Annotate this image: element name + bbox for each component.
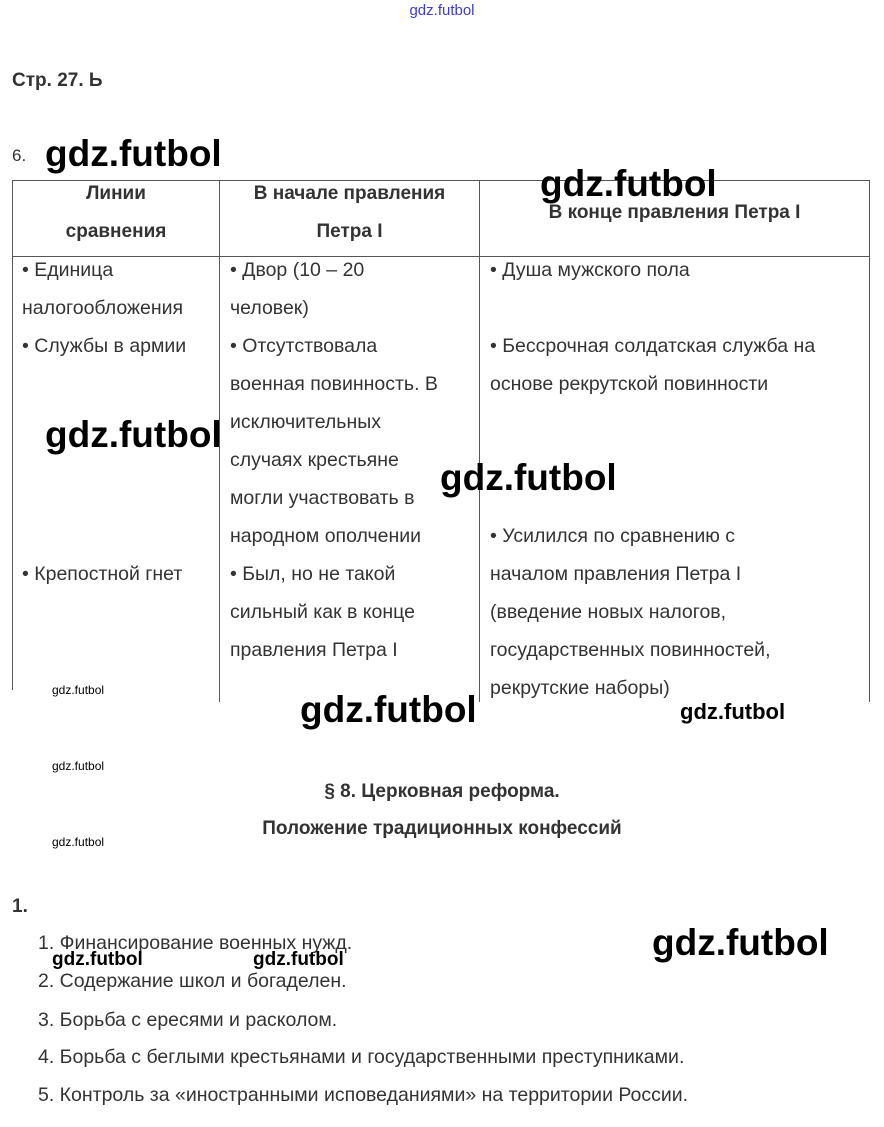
col2-line: военная повинность. В	[230, 373, 438, 395]
list-item: 5. Контроль за «иностранными исповеданиями» на территории России.	[38, 1084, 689, 1106]
col1-line: • Службы в армии	[22, 335, 187, 357]
question-number-6: 6.	[12, 146, 27, 165]
question-number-1: 1.	[12, 896, 28, 917]
watermark-overlay: gdz.futbol	[680, 699, 786, 724]
page-reference: Стр. 27. Ь	[12, 70, 103, 91]
watermark-overlay: gdz.futbol	[45, 133, 222, 174]
col2-line: правления Петра I	[230, 639, 398, 661]
col2-line: сильный как в конце	[230, 601, 415, 623]
col1-line: налогообложения	[22, 297, 184, 319]
col3-line: • Душа мужского пола	[490, 259, 690, 281]
list-item: 3. Борьба с ересями и расколом.	[38, 1009, 338, 1031]
watermark-overlay: gdz.futbol	[253, 949, 344, 970]
col2-line: • Отсутствовала	[230, 335, 378, 357]
watermark-overlay: gdz.futbol	[652, 922, 829, 963]
table-header-divider	[12, 256, 870, 257]
header-col1: Линии сравнения	[65, 183, 167, 242]
col3-line: государственных повинностей,	[490, 639, 771, 661]
watermark-overlay: gdz.futbol	[540, 163, 717, 204]
table-border-right	[869, 180, 870, 702]
watermark-overlay: gdz.futbol	[440, 457, 617, 498]
table-col-divider-2	[479, 180, 480, 702]
col1-line: • Единица	[22, 259, 114, 281]
section-title: § 8. Церковная реформа.	[324, 781, 560, 802]
col1-line: • Крепостной гнет	[22, 563, 183, 585]
col2-line: человек)	[230, 297, 309, 319]
col3-line: • Усилился по сравнению с	[490, 525, 736, 547]
watermark-overlay: gdz.futbol	[52, 835, 105, 849]
col2-line: • Двор (10 – 20	[230, 259, 365, 281]
list-item: 4. Борьба с беглыми крестьянами и государственными преступниками.	[38, 1046, 685, 1068]
col3-line: основе рекрутской повинности	[490, 373, 769, 395]
watermark-overlay: gdz.futbol	[300, 689, 477, 730]
list-item: 1. Финансирование военных нужд.	[38, 932, 353, 954]
table-border-left	[12, 180, 13, 690]
header-col3: В конце правления Петра I	[548, 202, 801, 223]
col3-line: рекрутские наборы)	[490, 677, 670, 699]
watermark-overlay: gdz.futbol	[45, 414, 222, 455]
section-subtitle: Положение традиционных конфессий	[262, 818, 622, 839]
watermark-overlay: gdz.futbol	[52, 683, 105, 697]
watermark-overlay: gdz.futbol	[52, 949, 143, 970]
top-watermark: gdz.futbol	[409, 2, 475, 19]
header-col2: В начале правления Петра I	[253, 183, 446, 242]
col2-line: исключительных	[230, 411, 382, 433]
col2-line: случаях крестьяне	[230, 449, 399, 471]
col2-line: могли участвовать в	[230, 487, 415, 509]
col3-line: • Бессрочная солдатская служба на	[490, 335, 816, 357]
col2-line: • Был, но не такой	[230, 563, 396, 585]
col2-line: народном ополчении	[230, 525, 422, 547]
col3-line: началом правления Петра I	[490, 563, 742, 585]
list-item: 2. Содержание школ и богаделен.	[38, 970, 347, 992]
watermark-overlay: gdz.futbol	[52, 759, 105, 773]
col3-line: (введение новых налогов,	[490, 601, 727, 623]
